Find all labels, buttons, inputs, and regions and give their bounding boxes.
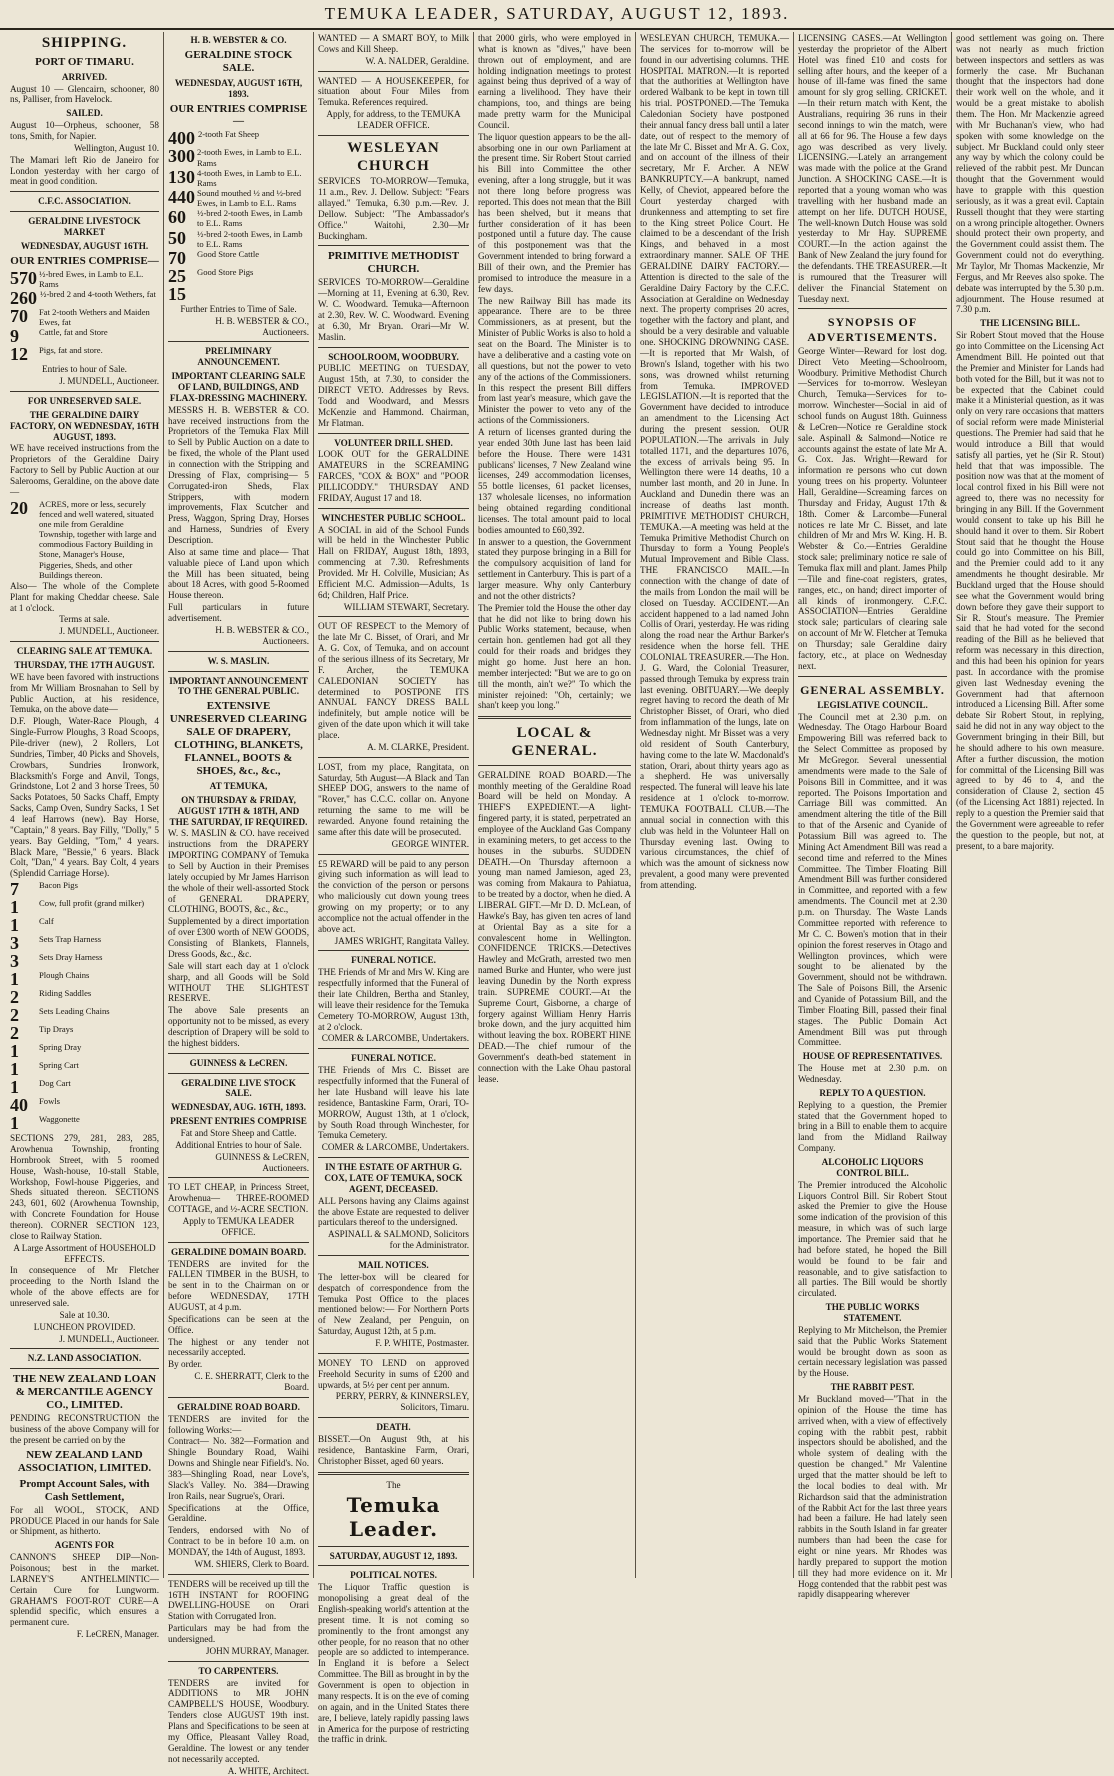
luncheon-text: LUNCHEON PROVIDED. bbox=[10, 1322, 159, 1333]
auctioneer-sig: J. MUNDELL, Auctioneer. bbox=[10, 1334, 159, 1345]
guinness-heading: GUINNESS & LeCREN. bbox=[168, 1058, 309, 1069]
article-text: The liquor question appears to be the all-absorbing one in our own Parliament at the present time. Sir Robert Stout carried his Bill into Committee the other evening, after a long struggle, but it was not there long before progress was reported. This does not mean that the Bill has been shelved, but it means that further consideration of it has been postponed until a future day. The cause of this postponement was that the Government intended to bring forward a Bill of their own, and the Premier has promised to introduce the measure in a few days. bbox=[478, 132, 631, 295]
sale-start: Sale will start each day at 1 o'clock sharp, and all Goods will be Sold WITHOUT THE SLIGHTEST RESERVE. bbox=[168, 961, 309, 1004]
sections-text: SECTIONS 279, 281, 283, 285, Arowhenua Township, fronting Hornbrook Street, with 5 roomed House, Wash-house, 10-stall Stable, Workshop, Fowl-house Piggeries, and Sheds situated thereon. SECTIONS 243, 601, 602 (Arowhenua Township, with Concrete Foundation for House thereon). CORNER SECTION 123, close to Railway Station. bbox=[10, 1133, 159, 1242]
lot-row: 1 Calf bbox=[10, 916, 159, 934]
prompt-heading: Prompt Account Sales, with Cash Settlement, bbox=[10, 1478, 159, 1504]
consequence-text: In consequence of Mr Fletcher proceeding to the North Island the whole of the above effects are for unreserved sale. bbox=[10, 1265, 159, 1308]
lot-row: 60 ½-bred 2-tooth Ewes, in Lamb to E.L. Rams bbox=[168, 208, 309, 228]
nz-loan-heading: THE NEW ZEALAND LOAN & MERCANTILE AGENCY CO., LIMITED. bbox=[10, 1373, 159, 1412]
clearing-items: D.F. Plough, Water-Race Plough, 4 Single-Furrow Ploughs, 3 Road Scoops, Pile-driver (new), 2 Rollers, Lot Sundries, Timber, 40 Picks and Shovels, Crowbars, Sundries Ironwork, Blacksmith's Forge and Anvil, Tongs, Grindstone, Lot 2 and 3 horse Trees, 50 Sacks Potatoes, 50 Sacks Chaff, Empty Sacks, Camp Oven, Sundry Sacks, 1 Set 4 leaf Harrows (new). Bay Horse, "Captain," 8 years. Bay Filly, "Dolly," 5 years. Bay Gelding, "Tom," 4 years. Black Mare, "Bessie," 6 years. Black Colt, "Dan," 4 years. Bay Colt, 4 years (Splendid Carriage Horse). bbox=[10, 716, 159, 879]
clerk-sig: C. E. SHERRATT, Clerk to the Board. bbox=[168, 1371, 309, 1393]
lot-row: 2 Riding Saddles bbox=[10, 988, 159, 1006]
lot-row: 130 4-tooth Ewes, in Lamb to E.L. Rams bbox=[168, 168, 309, 188]
manager-sig: F. LeCREN, Manager. bbox=[10, 1629, 159, 1640]
issue-date: SATURDAY, AUGUST 12, 1893. bbox=[318, 1551, 469, 1562]
arrival-entry: August 10 — Glencairn, schooner, 80 ns, Palliser, from Havelock. bbox=[10, 84, 159, 106]
sale-dates: ON THURSDAY & FRIDAY, AUGUST 17TH & 18TH, AND THE SATURDAY, IF REQUIRED. bbox=[168, 795, 309, 828]
lot-row: 1 Spring Dray bbox=[10, 1042, 159, 1060]
column-5 bbox=[636, 32, 794, 1578]
road-tenders: TENDERS are invited for the following Works:— bbox=[168, 1414, 309, 1436]
mail-body: The letter-box will be cleared for despatch of correspondence from the Temuka Post Office to the places mentioned below:— For Northern Ports of New Zealand, per Penguin, on Saturday, August 12th, at 5 p.m. bbox=[318, 1272, 469, 1337]
cfc-heading: C.F.C. ASSOCIATION. bbox=[10, 196, 159, 207]
auctioneer-sig: J. MUNDELL, Auctioneer. bbox=[10, 626, 159, 637]
port-heading: PORT OF TIMARU. bbox=[10, 56, 159, 69]
undertaker-sig: COMER & LARCOMBE, Undertakers. bbox=[318, 1142, 469, 1153]
lot-row: 9 Cattle, fat and Store bbox=[10, 327, 159, 345]
paper-title: Temuka Leader. bbox=[318, 1494, 469, 1541]
lot-row: 570 ½-bred Ewes, in Lamb to E.L. Rams bbox=[10, 269, 159, 289]
local-news: WESLEYAN CHURCH, TEMUKA.—The services for to-morrow will be found in our advertising columns. THE HOSPITAL MATRON.—It is reported that the authorities at Wellington have ordered Walbank to be kept in town till his trial. POSTPONED.—The Temuka Caledonian Society have postponed their annual fancy dress ball until a later date, out of respect to the memory of the late Mr C. Bisset and Mr A. G. Cox, and on account of the illness of their secretary, Mr F. Archer. A NEW BANKRUPTCY.—A bankrupt, named Kelly, of Cheviot, appeared before the Court yesterday charged with drunkenness and attempting to set fire to the King street Police Court. He claimed to be a descendant of the Irish Kings, and behaved in a most extraordinary manner. SALE OF THE GERALDINE DAIRY FACTORY.—Attention is directed to the sale of the Geraldine Dairy Factory by the C.F.C. Association at Geraldine on Wednesday next. The property comprises 20 acres, together with the factory and plant, and should be a very desirable and valuable one. SHOCKING DROWNING CASE.—It is reported that Mr Walsh, of Brown's Island, together with his two sons, was drowned whilst returning from Temuka. IMPROVED LEGISLATION.—It is reported that the Government have decided to introduce an amendment to the Licensing Act during the present session. OUR POPULATION.—The arrivals in July totalled 1171, and the departures 1076, the excess of arrivals being 95. In Wellington there were 14 deaths, 10 a number last month, and 20 in June. In Auckland and Dunedin there was an increase of deaths last month. PRIMITIVE METHODIST CHURCH, TEMUKA.—A meeting was held at the Temuka Primitive Methodist Church on Thursday to form a Young People's Mutual Improvement and Bible Class. THE FRANCISCO MAIL.—In connection with the change of date of the mails from London the mail will be closed on Tuesday. ACCIDENT.—An accident happened to a lad named John Collis of Orari, yesterday. He was riding along the road near the Arthur Barker's residence when the horse fell. THE COLONIAL TREASURER.—The Hon. J. G. Ward, the Colonial Treasurer, passed through Temuka by express train last evening. OBITUARY.—We deeply regret having to record the death of Mr Christopher Bisset, of Orari, who died from inflammation of the lungs, late on Wednesday night. Mr Bisset was a very old resident of South Canterbury, having come to the late W. Macdonald's station, Orari, about thirty years ago as a shepherd. He was universally respected. The funeral will leave his late residence at 1 o'clock to-morrow. TEMUKA FOOTBALL CLUB.—The annual social in connection with this club was held in the Volunteer Hall on Thursday evening last. Owing to various circumstances, the chief of which was the amount of sickness now prevalent, a good many were prevented from attending. bbox=[640, 33, 789, 891]
stock-sale-heading: GERALDINE STOCK SALE. bbox=[168, 49, 309, 75]
apply-text: Apply to TEMUKA LEADER OFFICE. bbox=[168, 1216, 309, 1238]
prompt-body: For all WOOL, STOCK, AND PRODUCE Placed in our hands for Sale or Shipment, as hitherto. bbox=[10, 1505, 159, 1538]
lost-sig: GEORGE WINTER. bbox=[318, 839, 469, 850]
funeral-heading-1: FUNERAL NOTICE. bbox=[318, 955, 469, 966]
auctioneer-sig: GUINNESS & LeCREN, Auctioneers. bbox=[168, 1152, 309, 1174]
lot-row: 25 Good Store Pigs bbox=[168, 267, 309, 285]
synopsis-body: George Winter—Reward for lost dog. Direct Veto Meeting—Schoolroom, Woodbury. Primitive Methodist Church—Services for to-morrow. Wesleyan Church, Temuka—Services for to-morrow. Winchester—Social in aid of school funds on August 18th. Guinness & LeCren—Notice re Geraldine stock sale. Aspinall & Salmond—Notice re accounts against the estate of late Mr A. G. Cox. Jas. Wright—Reward for information re persons who cut down young trees on his property. Volunteer Hall, Geraldine—Screaming farces on Thursday and Friday, August 17th & 18th. Comer & Larcombe—Funeral notices re late Mr C. Bisset, and late children of Mr and Mrs W. King. H. B. Webster & Co.—Entries Geraldine stock sale; preliminary notice re sale of Temuka flax mill and plant. James Philp—Tile and fine-coat registers, grates, ranges, etc., on hand; direct importer of all kinds of ironmongery. C.F.C. ASSOCIATION—Entries Geraldine stock sale; particulars of clearing sale on account of Mr W. Fletcher at Temuka on Thursday; sale Geraldine dairy factory, etc., at place on Wednesday next. bbox=[798, 346, 947, 672]
reply-heading: REPLY TO A QUESTION. bbox=[798, 1088, 947, 1099]
political-body: The Liquor Traffic question is monopolising a great deal of the English-speaking world's attention at the present time. It is not coming so prominently to the front amongst any other people, for no reason that no other people are so addicted to intemperance. In England it is before a Select Committee. The Bill as brought in by the Government is open to objection in many respects. It is on the eve of coming on again, and in the United States there are, I believe, lately rapidly passing laws in America for the purpose of restricting the traffic in drink. bbox=[318, 1582, 469, 1745]
spec-text: Specifications can be seen at the Office. bbox=[168, 1314, 309, 1336]
lot-row: 1 Spring Cart bbox=[10, 1060, 159, 1078]
lot-row: 40 Fowls bbox=[10, 1096, 159, 1114]
stock-sale-date: WEDNESDAY, AUGUST 16TH, 1893. bbox=[168, 78, 309, 100]
supplemented-text: Supplemented by a direct importation of over £300 worth of NEW GOODS, Consisting of Blankets, Flannels, Dress Goods, &c., &c. bbox=[168, 916, 309, 959]
gls-heading: GERALDINE LIVE STOCK SALE. bbox=[168, 1078, 309, 1100]
full-particulars: Full particulars in future advertisement. bbox=[168, 602, 309, 624]
lot-row: 12 Pigs, fat and store. bbox=[10, 345, 159, 363]
column-7 bbox=[952, 32, 1108, 1578]
schoolroom-heading: SCHOOLROOM, WOODBURY. bbox=[318, 352, 469, 363]
lot-row: 15 bbox=[168, 285, 309, 303]
estate-heading: IN THE ESTATE OF ARTHUR G. COX, LATE OF TEMUKA, SOCK AGENT, DECEASED. bbox=[318, 1162, 469, 1195]
wesleyan-heading: WESLEYAN CHURCH bbox=[318, 140, 469, 175]
house-body: The House met at 2.30 p.m. on Wednesday. bbox=[798, 1063, 947, 1085]
dairy-body: WE have received instructions from the Proprietors of the Geraldine Dairy Factory to Sell by Public Auction at our Salerooms, Geraldine, on the above date— bbox=[10, 443, 159, 497]
local-news: LICENSING CASES.—At Wellington yesterday the proprietor of the Albert Hotel was fined £10 and costs for selling after hours, and the keeper of a house of ill-fame was fined the same amount for sly grog selling. CRICKET.—In their return match with Kent, the Australians, requiring 36 runs in their second innings to win the match, were all at 66 for 96. The House a few days ago was described as very lively. LICENSING.—Lately an arrangement was made with the police at the Grand Junction. A SHOCKING CASE.—It is reported that a young woman who was travelling with her husband made an attempt on her life. DUTCH HOUSE, The well-known Dutch House was sold yesterday to Mr Hay. SUPREME COURT.—In the action against the Bank of New Zealand the jury found for the defendants. THE TREASURER.—It is rumoured that the Treasurer will deliver the Financial Statement on Tuesday next. bbox=[798, 33, 947, 304]
lot-row: 70 Fat 2-tooth Wethers and Maiden Ewes, fat bbox=[10, 307, 159, 327]
lot-row: 1 Waggonette bbox=[10, 1114, 159, 1132]
carpenters-body: TENDERS are invited for ADDITIONS to MR JOHN CAMPBELL'S HOUSE, Woodbury. Tenders close AUGUST 19th inst. Plans and Specifications to be seen at my Office, Pleasant Valley Road, Geraldine. The lowest or any tender not necessarily accepted. bbox=[168, 1678, 309, 1765]
licensing-heading: THE LICENSING BILL. bbox=[956, 318, 1104, 329]
article-text: A return of licenses granted during the year ended 30th June last has been laid before the House. There were 1431 publicans' licenses, 7 New Zealand wine licenses, 249 accommodation licenses, 55 bottle licenses, 61 packet licenses, 137 wholesale licenses, no information being obtained regarding conditional licenses. The total amount paid to local bodies amounted to £60,392. bbox=[478, 427, 631, 536]
local-news: GERALDINE ROAD BOARD.—The monthly meeting of the Geraldine Road Board will be held on Monday. A THIEF'S EXPEDIENT.—A light-fingered party, it is stated, perpetrated an employee of the Auckland Gas Company in examining meters, to get access to the houses in the suburbs. SUDDEN DEATH.—On Thursday afternoon a young man named Jamieson, aged 23, was coming from Makaura to Pahiatua, to be treated by a doctor, when he died. A LIBERAL GIFT.—Mr D. D. McLean, of Hawke's Bay, has given ten acres of land at Oriental Bay as a site for a convalescent home in Wellington. CONFIDENCE TRICKS.—Detectives Hawley and McGrath, arrested two men named Burke and Hunter, who were just leaving Dunedin by the North express train. SUPREME COURT.—At the Supreme Court, Gisborne, a charge of forgery against William Henry Harris broke down, and the jury acquitted him without leaving the box. ROBERT HINE DEAD.—The chief rumour of the Government's death-bed statement in connection with the Lake Ohau pastoral lease. bbox=[478, 770, 631, 1085]
wanted-sig-1: W. A. NALDER, Geraldine. bbox=[318, 56, 469, 67]
funeral-heading-2: FUNERAL NOTICE. bbox=[318, 1053, 469, 1064]
present-heading: PRESENT ENTRIES COMPRISE bbox=[168, 1116, 309, 1127]
auctioneer-sig: H. B. WEBSTER & CO., Auctioneers. bbox=[168, 625, 309, 647]
prelim-heading: PRELIMINARY ANNOUNCEMENT. bbox=[168, 346, 309, 368]
sailed-label: SAILED. bbox=[10, 108, 159, 119]
lot-row: 7 Bacon Pigs bbox=[10, 880, 159, 898]
dateline: Wellington, August 10. bbox=[10, 143, 159, 154]
winchester-body: A SOCIAL in aid of the School Funds will be held in the Winchester Public Hall on FRIDAY, August 18th, 1893, commencing at 7.30. Refreshments Provided. Mr H. Colville, Musician; As Efficient M.C. Admission—Adults, 1s 6d; Children, Half Price. bbox=[318, 525, 469, 601]
assembly-heading: GENERAL ASSEMBLY. bbox=[798, 683, 947, 697]
column-1 bbox=[6, 32, 164, 1578]
agents-body: CANNON'S SHEEP DIP—Non-Poisonous; best in the market. LARNEY'S ANTHELMINTIC—Certain Cure for Lungworm. GRAHAM'S FOOT-ROT CURE—A splendid specific, which ensures a permanent cure. bbox=[10, 1552, 159, 1628]
lot-list bbox=[168, 129, 309, 302]
local-general-heading: LOCAL & GENERAL. bbox=[478, 725, 631, 760]
to-let-ad: TO LET CHEAP, in Princess Street, Arowhenua— THREE-ROOMED COTTAGE, and ½-ACRE SECTION. bbox=[168, 1182, 309, 1215]
article-text: The Premier told the House the other day that he did not like to bring down his Public Works statement, because, when certain hon. gentlemen had got all they could for their roads and bridges they might go home. Just here an hon. member interjected: "But we are to go on till the month, ain't we?" To which the minister rejoined: "Oh, certainly; we shan't keep you long." bbox=[478, 603, 631, 712]
column-2 bbox=[164, 32, 314, 1578]
primitive-body: SERVICES TO-MORROW—Geraldine—Morning at 11, Evening at 6.30, Rev. W. C. Woodward. Temuka—Afternoon at 2.30, Rev. W. C. Woodward. Evening at 6.30, Mr Bryan. Orari—Mr W. Maslin. bbox=[318, 277, 469, 342]
pending-text: PENDING RECONSTRUCTION the business of the above Company will for the present be carried on by the bbox=[10, 1413, 159, 1446]
secretary-sig: WILLIAM STEWART, Secretary. bbox=[318, 602, 469, 613]
unreserved-heading: FOR UNRESERVED SALE. bbox=[10, 396, 159, 407]
also-text: Also at same time and place— That valuable piece of Land upon which the Mill has been situated, being about 18 Acres, with good 5-Roomed House thereon. bbox=[168, 547, 309, 601]
wanted-ad-1: WANTED — A SMART BOY, to Milk Cows and Kill Sheep. bbox=[318, 33, 469, 55]
tenders-text: TENDERS are invited for the FALLEN TIMBER in the BUSH, to be sent in to the Chairman on or before WEDNESDAY, 17TH AUGUST, at 4 p.m. bbox=[168, 1259, 309, 1313]
clearing-body: WE have been favored with instructions from Mr William Brosnahan to Sell by Public Auction, at his residence, Temuka, on the above date— bbox=[10, 672, 159, 715]
alcoholic-body: The Premier introduced the Alcoholic Liquors Control Bill. Sir Robert Stout asked the Premier to give the House some indication of the provision of this measure, in which was of such large importance. The Premier said that he had before stated, he hoped the Bill would be found to be fair and reasonable, and to give satisfaction to all parties. The Bill would be shortly circulated. bbox=[798, 1180, 947, 1299]
pws-heading: THE PUBLIC WORKS STATEMENT. bbox=[798, 1302, 947, 1324]
auctioneer-sig: J. MUNDELL, Auctioneer. bbox=[10, 376, 159, 387]
carpenters-heading: TO CARPENTERS. bbox=[168, 1666, 309, 1677]
newspaper-columns bbox=[6, 32, 1108, 1578]
auctioneer-sig: H. B. WEBSTER & CO., Auctioneers. bbox=[168, 316, 309, 338]
funeral-body-2: THE Friends of Mrs C. Bisset are respectfully informed that the Funeral of her late Husband will leave his late residence, Bantaskine Farm, Orari, TO-MORROW, August 13th, at 1 o'clock, by South Road through Winchester, for Temuka Cemetery. bbox=[318, 1065, 469, 1141]
pws-body: Replying to Mr Mitchelson, the Premier said that the Public Works Statement would be brought down as soon as certain necessary legislation was passed by the House. bbox=[798, 1325, 947, 1379]
entries-note: Entries to hour of Sale. bbox=[10, 364, 159, 375]
extensive-heading: EXTENSIVE UNRESERVED CLEARING SALE OF DRAPERY, CLOTHING, BLANKETS, FLANNEL, BOOTS & SHOES, &c., &c., bbox=[168, 700, 309, 778]
synopsis-heading: SYNOPSIS OF ADVERTISEMENTS. bbox=[798, 315, 947, 343]
article-text: The new Railway Bill has made its appearance. There are to be three Commissioners, as at present, but the Minister of Public Works is also to hold a seat on the Board. The Minister is to have a deliberative and a casting vote on all questions, but not the power to veto any of the actions of the Commissioners. In this respect the present Bill differs from last year's measure, which gave the Minister the power to veto any of the actions of the Commissioners. bbox=[478, 296, 631, 426]
lost-notice: LOST, from my place, Rangitata, on Saturday, 5th August—A Black and Tan SHEEP DOG, answers to the name of "Rover," has C.C.C. collar on. Anyone returning the same to me will be rewarded. Anyone found retaining the same after this date will be prosecuted. bbox=[318, 762, 469, 838]
lot-list bbox=[10, 269, 159, 364]
reward-notice: £5 REWARD will be paid to any person giving such information as will lead to the conviction of the person or persons who maliciously cut down young trees growing on my property; or to any accomplice not the actual offender in the above act. bbox=[318, 859, 469, 935]
alcoholic-heading: ALCOHOLIC LIQUORS CONTROL BILL. bbox=[798, 1157, 947, 1179]
lot-row: 3 Sets Trap Harness bbox=[10, 934, 159, 952]
gls-date: WEDNESDAY, AUG. 16TH, 1893. bbox=[168, 1102, 309, 1113]
lot-row: 3 Sets Dray Harness bbox=[10, 952, 159, 970]
small-lot-list bbox=[10, 880, 159, 1132]
important-heading: IMPORTANT CLEARING SALE OF LAND, BUILDINGS, AND FLAX-DRESSING MACHINERY. bbox=[168, 371, 309, 404]
wanted-apply: Apply, for address, to the TEMUKA LEADER OFFICE. bbox=[318, 109, 469, 131]
winchester-heading: WINCHESTER PUBLIC SCHOOL. bbox=[318, 513, 469, 524]
article-text: In answer to a question, the Government stated they purpose bringing in a Bill for the compulsory acquisition of land for settlement in Canterbury. This is part of a larger measure. Why only Canterbury and not the other districts? bbox=[478, 537, 631, 602]
market-heading: GERALDINE LIVESTOCK MARKET bbox=[10, 216, 159, 238]
lot-row: 70 Good Store Cattle bbox=[168, 249, 309, 267]
clearing-date: THURSDAY, THE 17TH AUGUST. bbox=[10, 660, 159, 671]
agents-heading: AGENTS FOR bbox=[10, 1540, 159, 1551]
roofing-text: TENDERS will be received up till the 16TH INSTANT for ROOFING DWELLING-HOUSE on Orari Station with Corrugated Iron. bbox=[168, 1579, 309, 1622]
lot-row: 440 Sound mouthed ½ and ½-bred Ewes, in Lamb to E.L. Rams bbox=[168, 188, 309, 208]
postmaster-sig: F. P. WHITE, Postmaster. bbox=[318, 1338, 469, 1349]
paper-the: The bbox=[318, 1480, 469, 1491]
shipping-heading: SHIPPING. bbox=[10, 35, 159, 53]
arrived-label: ARRIVED. bbox=[10, 72, 159, 83]
article-text: that 2000 girls, who were employed in what is known as "dives," have been thrown out of employment, and are holding indignation meetings to protest against being thus deprived of a way of earning a livelihood. They have their champions, too, and things are being made pretty warm for the Municipal Council. bbox=[478, 33, 631, 131]
estate-body: ALL Persons having any Claims against the above Estate are requested to deliver particulars thereof to the undersigned. bbox=[318, 1196, 469, 1229]
acres-row: 20 ACRES, more or less, securely fenced and well watered, situated one mile from Geraldine Township, together with large and commodious Factory Building in Stone, Manager's House, Piggeries, Sheds, and other Buildings thereon. bbox=[10, 499, 159, 580]
announcement-heading: IMPORTANT ANNOUNCEMENT TO THE GENERAL PUBLIC. bbox=[168, 676, 309, 698]
drill-body: LOOK OUT for the GERALDINE AMATEURS in the SCREAMING FARCES, "COX & BOX" and "POOR PILLICODDY." THURSDAY AND FRIDAY, August 17 and 18. bbox=[318, 449, 469, 503]
lot-row: 260 ½-bred 2 and 4-tooth Wethers, fat bbox=[10, 289, 159, 307]
lot-row: 1 Dog Cart bbox=[10, 1078, 159, 1096]
contracts-text: Contract— No. 382—Formation and Shingle Boundary Road, Waihi Downs and Shingle near Fifield's. No. 383—Shingling Road, near Love's, Slack's Valley. No. 384—Drawing Iron Rails, near Sugrue's, Orari. bbox=[168, 1436, 309, 1501]
sale-time: Sale at 10.30. bbox=[10, 1310, 159, 1321]
lot-row: 2 Tip Drays bbox=[10, 1024, 159, 1042]
lot-row: 1 Cow, full profit (grand milker) bbox=[10, 898, 159, 916]
sailing-entry: August 10—Orpheus, schooner, 58 tons, Smith, for Napier. bbox=[10, 120, 159, 142]
respect-notice: OUT OF RESPECT to the Memory of the late Mr C. Bisset, of Orari, and Mr A. G. Cox, of Temuka, and on account of the serious illness of its Secretary, Mr F. Archer, the TEMUKA CALEDONIAN SOCIETY has determined to POSTPONE ITS ANNUAL FANCY DRESS BALL indefinitely, but ample notice will be given of the date upon which it will take place. bbox=[318, 621, 469, 740]
rabbit-body: Mr Buckland moved—"That in the opinion of the House the time has arrived when, with a view of effectively coping with the rabbit pest, rabbit inspectors should be abolished, and the whole system of dealing with the question be changed." Mr Valentine urged that the matter should be left to the local bodies to deal with. Mr Richardson said that the administration of the Rabbit Act for the last three years had been a failure. He had lately seen rabbits in the South Island in far greater numbers than had been the case for eight or nine years. Mr Rhodes was hardly prepared to support the motion till they had more evidence on it. Mr Hogg contended that the rabbit pest was rapidly disappearing wherever bbox=[798, 1394, 947, 1600]
mail-heading: MAIL NOTICES. bbox=[318, 1260, 469, 1271]
opportunity-text: The above Sale presents an opportunity not to be missed, as every description of Drapery will be sold to the highest bidders. bbox=[168, 1005, 309, 1048]
further-entries: Further Entries to Time of Sale. bbox=[168, 304, 309, 315]
clerk-sig: WM. SHIERS, Clerk to Board. bbox=[168, 1559, 309, 1570]
nz-land-heading: N.Z. LAND ASSOCIATION. bbox=[10, 1353, 159, 1364]
lot-row: 50 ½-bred 2-tooth Ewes, in Lamb to E.L. Rams bbox=[168, 229, 309, 249]
house-heading: HOUSE OF REPRESENTATIVES. bbox=[798, 1051, 947, 1062]
entries-heading: OUR ENTRIES COMPRISE— bbox=[10, 255, 159, 268]
also-note: Also— The whole of the Complete Plant for making Cheddar cheese. Sale at 1 o'clock. bbox=[10, 581, 159, 614]
undertaker-sig: COMER & LARCOMBE, Undertakers. bbox=[318, 1033, 469, 1044]
solicitor-sig: PERRY, PERRY, & KINNERSLEY, Solicitors, Timaru. bbox=[318, 1391, 469, 1413]
clearing-heading: CLEARING SALE AT TEMUKA. bbox=[10, 646, 159, 657]
lot-row: 1 Plough Chains bbox=[10, 970, 159, 988]
household-text: A Large Assortment of HOUSEHOLD EFFECTS. bbox=[10, 1243, 159, 1265]
location-heading: AT TEMUKA, bbox=[168, 781, 309, 792]
order-text: By order. bbox=[168, 1359, 309, 1370]
shipping-news: The Mamari left Rio de Janeiro for London yesterday with her cargo of meat in good condition. bbox=[10, 155, 159, 188]
column-6 bbox=[794, 32, 952, 1578]
highest-text: The highest or any tender not necessarily accepted. bbox=[168, 1337, 309, 1359]
road-spec: Specifications at the Office, Geraldine. bbox=[168, 1503, 309, 1525]
death-body: BISSET.—On August 9th, at his residence, Bantaskine Farm, Orari, Christopher Bisset, aged 60 years. bbox=[318, 1434, 469, 1467]
domain-heading: GERALDINE DOMAIN BOARD. bbox=[168, 1247, 309, 1258]
money-ad: MONEY TO LEND on approved Freehold Security in sums of £200 and upwards, at 5½ per cent per annum. bbox=[318, 1358, 469, 1391]
important-body: MESSRS H. B. WEBSTER & CO. have received instructions from the Proprietors of the Temuka Flax Mill to Sell by Public Auction on a date to be fixed, the whole of the Plant used in connection with the Stripping and Dressing of Flax, comprising— 5 Corrugated-iron Sheds, Flax Strippers, with modern improvements, Flax Scutcher and Press, Waggon, Spring Dray, Horses and Harness, Sundries of Every Description. bbox=[168, 405, 309, 546]
president-sig: A. M. CLARKE, President. bbox=[318, 742, 469, 753]
schoolroom-body: PUBLIC MEETING on TUESDAY, August 15th, at 7.30, to consider the DIRECT VETO. Addresses by Revs. Todd and Woodward, and Messrs McKenzie and Hammond. Chairman, Mr Flatman. bbox=[318, 363, 469, 428]
masthead: TEMUKA LEADER, SATURDAY, AUGUST 12, 1893. bbox=[0, 0, 1114, 30]
rabbit-heading: THE RABBIT PEST. bbox=[798, 1382, 947, 1393]
dairy-heading: THE GERALDINE DAIRY FACTORY, ON WEDNESDAY, 16TH AUGUST, 1893. bbox=[10, 410, 159, 443]
architect-sig: A. WHITE, Architect. bbox=[168, 1766, 309, 1776]
reward-sig: JAMES WRIGHT, Rangitata Valley. bbox=[318, 936, 469, 947]
political-heading: POLITICAL NOTES. bbox=[318, 1570, 469, 1581]
lot-row: 2 Sets Leading Chains bbox=[10, 1006, 159, 1024]
council-heading: LEGISLATIVE COUNCIL. bbox=[798, 700, 947, 711]
terms-note: Terms at sale. bbox=[10, 614, 159, 625]
council-body: The Council met at 2.30 p.m. on Wednesday. The Otago Harbour Board Empowering Bill was referred back to the Select Committee as proposed by Mr McGregor. Several unessential amendments were made to the Sale of Poisons Bill in Committee, and it was reported. The Poisons Importation and Carriage Bill was committed. An amendment altering the title of the Bill to that of the Arsenic and Cyanide of Potassium Bill was agreed to. The Mining Act Amendment Bill was read a second time and referred to the Mines Committee. The Timber Floating Bill Amendment Bill was further considered in Committee, and reported with a few amendments. The Council met at 2.30 p.m. on Thursday. The Waste Lands Committee reported with reference to Mr C. C. Bowen's motion that in their opinion the forest reserves in Otago and Wellington provinces, which were sought to be alienated by the Government, should not be withdrawn. The Sale of Poisons Bill, the Arsenic and Cyanide of Potassium Bill, and the Timber Floating Bill, passed their final stages. The Public Domain Act Amendment Bill was put through Committee. bbox=[798, 712, 947, 1049]
column-4 bbox=[474, 32, 636, 1578]
drill-heading: VOLUNTEER DRILL SHED. bbox=[318, 438, 469, 449]
entries-heading: OUR ENTRIES COMPRISE— bbox=[168, 103, 309, 129]
wanted-ad-2: WANTED — A HOUSEKEEPER, for situation about Four Miles from Temuka. References required. bbox=[318, 76, 469, 109]
licensing-body: Sir Robert Stout moved that the House go into Committee on the Licensing Act Amendment Bill. He pointed out that the Premier and Minister for Lands had both voted for the Bill, but it was not to be expected that the Cabinet could make it a Ministerial question, as it was only on very rare occasions that matters of social reform were made Ministerial questions. The Premier had said that he would introduce a Bill that would satisfy all parties, yet he (Sir R. Stout) held that that was impossible. The position now was that at the moment of local control fixed in his Bill were not agreed to, there was no necessity for bringing in any Bill. If the Government would consent to take up his Bill he should hand it over to them. Sir Robert Stout said that he thought the House could go into Committee on his Bill, and the Premier could add to it any amendments he thought desirable. Mr Buckland urged that the House should see what the Government would bring down before they gave their support to Sir R. Stout's measure. The Premier said that he had voted for the second reading of the Bill as he believed that reform was necessary in this direction, and this had been his opinion for years past. In accordance with the promise given last Wednesday evening the Government had that afternoon introduced a Licensing Bill. After some debate Sir Robert Stout, in replying, said he did not in any way object to the Government bringing in their Bill, but he should adhere to his own measure. After a further discussion, the motion for committal of the Licensing Bill was agreed to by 46 to 4, and the consideration of Clause 2, section 45 (of the Licensing Act 1881) rejected. In reply to a question the Premier said that the Government were agreeable to refer the question to the people, but not, at present, to a bare majority. bbox=[956, 330, 1104, 851]
additional-text: Additional Entries to hour of Sale. bbox=[168, 1140, 309, 1151]
roofing-more: Particulars may be had from the undersigned. bbox=[168, 1623, 309, 1645]
manager-sig: JOHN MURRAY, Manager. bbox=[168, 1646, 309, 1657]
road-heading: GERALDINE ROAD BOARD. bbox=[168, 1402, 309, 1413]
fat-text: Fat and Store Sheep and Cattle. bbox=[168, 1128, 309, 1139]
lot-row: 400 2-tooth Fat Sheep bbox=[168, 129, 309, 147]
lot-row: 300 2-tooth Ewes, in Lamb to E.L. Rams bbox=[168, 147, 309, 167]
webster-heading: H. B. WEBSTER & CO. bbox=[168, 35, 309, 46]
reply-body: Replying to a question, the Premier stated that the Government hoped to bring in a Bill to enable them to acquire land from the Midland Railway Company. bbox=[798, 1100, 947, 1154]
article-text: good settlement was going on. There was not nearly as much friction between inspectors and settlers as was formerly the case. Mr Buchanan thought that the inspectors had done their work well on the whole, and it would be a great mistake to abolish them. The Hon. Mr Mackenzie agreed with Mr Buchanan's view, who had spoken with some knowledge on the subject. Mr Buckland could only steer any way by which the colony could be relieved of the rabbit pest. Mr Duncan thought that the Government would have to grapple with this question seriously, as it was a great evil. Captain Russell thought that they were starting on a wrong principle altogether. Owners should protect their own property, and the Government could assist them. The Government could not do everything. Mr Taylor, Mr Thomas Mackenzie, Mr Fergus, and Mr Reeves also spoke. The debate was interrupted by the 5.30 p.m. adjournment. The House resumed at 7.30 p.m. bbox=[956, 33, 1104, 315]
primitive-heading: PRIMITIVE METHODIST CHURCH. bbox=[318, 250, 469, 276]
death-heading: DEATH. bbox=[318, 1422, 469, 1433]
nz-land-assoc: NEW ZEALAND LAND ASSOCIATION, LIMITED. bbox=[10, 1449, 159, 1475]
market-date: WEDNESDAY, AUGUST 16TH. bbox=[10, 241, 159, 252]
solicitor-sig: ASPINALL & SALMOND, Solicitors for the Administrator. bbox=[318, 1229, 469, 1251]
column-3 bbox=[314, 32, 474, 1578]
funeral-body-1: THE Friends of Mr and Mrs W. King are respectfully informed that the Funeral of their late Children, Bertha and Stanley, will leave their residence for the Temuka Cemetery TO-MORROW, August 13th, at 2 o'clock. bbox=[318, 967, 469, 1032]
road-endorsed: Tenders, endorsed with No of Contract to be in before 10 a.m. on MONDAY, the 14th of August, 1893. bbox=[168, 1525, 309, 1558]
wesleyan-body: SERVICES TO-MORROW—Temuka, 11 a.m., Rev. J. Dellow. Subject: "Fears allayed." Temuka, 6.30 p.m.—Rev. J. Dellow. Subject: "The Ambassador's Office." Waitohi, 2.30—Mr Buckingham. bbox=[318, 176, 469, 241]
maslin-body: W. S. MASLIN & CO. have received instructions from the DRAPERY IMPORTING COMPANY of Temuka to Sell by Auction in their Premises lately occupied by Mr James Harrison the whole of their well-assorted Stock of GENERAL DRAPERY, CLOTHING, BOOTS, &c., &c., bbox=[168, 828, 309, 915]
maslin-heading: W. S. MASLIN. bbox=[168, 656, 309, 667]
